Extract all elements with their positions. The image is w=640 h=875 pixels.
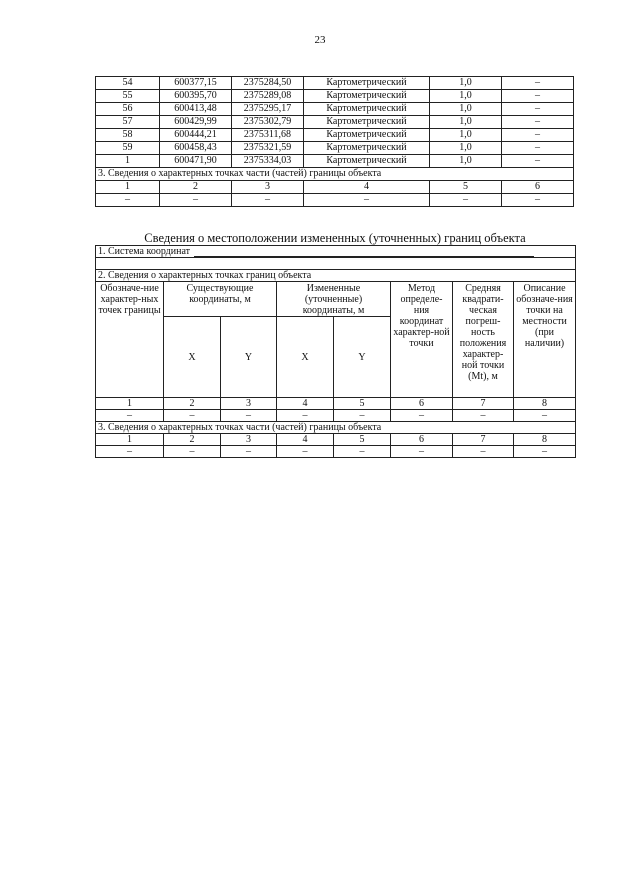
- column-number: 1: [96, 181, 160, 194]
- cell-y-coord: 2375321,59: [232, 142, 304, 155]
- column-number: 5: [334, 398, 391, 410]
- cell-y-coord: 2375284,50: [232, 77, 304, 90]
- empty-dash-row: [96, 446, 576, 458]
- table-row: [96, 129, 574, 142]
- cell-y-coord: 2375334,03: [232, 155, 304, 168]
- cell-y-coord: 2375302,79: [232, 116, 304, 129]
- coord-system-row: [96, 246, 576, 258]
- column-numbers-row: [96, 398, 576, 410]
- column-number: 5: [334, 434, 391, 446]
- cell-method: Картометрический: [304, 142, 430, 155]
- cell-method: Картометрический: [304, 77, 430, 90]
- column-number: 1: [96, 398, 164, 410]
- cell-accuracy: 1,0: [430, 129, 502, 142]
- cell-y-coord: 2375289,08: [232, 90, 304, 103]
- dash-cell: –: [160, 194, 232, 207]
- column-number: 3: [221, 398, 277, 410]
- header-accuracy: Средняя квадрати-ческая погреш-ность положения характер-ной точки (Mt), м: [453, 282, 514, 398]
- dash-cell: –: [96, 410, 164, 422]
- cell-description: –: [502, 129, 574, 142]
- section2-title: 2. Сведения о характерных точках границ объекта: [96, 270, 576, 282]
- empty-dash-row: [96, 194, 574, 207]
- points-table: [95, 76, 574, 207]
- cell-point-id: 55: [96, 90, 160, 103]
- cell-method: Картометрический: [304, 129, 430, 142]
- dash-cell: –: [221, 446, 277, 458]
- table-row: [96, 155, 574, 168]
- dash-cell: –: [304, 194, 430, 207]
- cell-point-id: 58: [96, 129, 160, 142]
- dash-cell: –: [514, 410, 576, 422]
- section-title: Сведения о местоположении измененных (уточненных) границ объекта: [144, 231, 526, 245]
- changed-borders-table: [95, 245, 576, 458]
- cell-accuracy: 1,0: [430, 116, 502, 129]
- dash-cell: –: [514, 446, 576, 458]
- dash-cell: –: [391, 446, 453, 458]
- column-numbers-row: [96, 181, 574, 194]
- section3-title-row: [96, 168, 574, 181]
- table-row: [96, 103, 574, 116]
- cell-point-id: 56: [96, 103, 160, 116]
- header-x-changed: X: [277, 317, 334, 398]
- dash-cell: –: [430, 194, 502, 207]
- column-number: 7: [453, 434, 514, 446]
- table-row: [96, 142, 574, 155]
- header-y-changed: Y: [334, 317, 391, 398]
- cell-description: –: [502, 116, 574, 129]
- cell-x-coord: 600458,43: [160, 142, 232, 155]
- cell-accuracy: 1,0: [430, 103, 502, 116]
- cell-accuracy: 1,0: [430, 155, 502, 168]
- cell-description: –: [502, 103, 574, 116]
- section3-title-row: [96, 422, 576, 434]
- dash-cell: –: [164, 446, 221, 458]
- column-number: 2: [164, 434, 221, 446]
- dash-cell: –: [391, 410, 453, 422]
- section3-title: 3. Сведения о характерных точках части (частей) границы объекта: [96, 422, 576, 434]
- cell-accuracy: 1,0: [430, 142, 502, 155]
- cell-accuracy: 1,0: [430, 90, 502, 103]
- dash-cell: –: [453, 446, 514, 458]
- cell-point-id: 1: [96, 155, 160, 168]
- column-number: 4: [277, 434, 334, 446]
- page-number: 23: [314, 34, 326, 46]
- cell-x-coord: 600413,48: [160, 103, 232, 116]
- cell-description: –: [502, 155, 574, 168]
- header-description: Описание обозначе-ния точки на местности (при наличии): [514, 282, 576, 398]
- dash-cell: –: [164, 410, 221, 422]
- column-number: 6: [502, 181, 574, 194]
- cell-method: Картометрический: [304, 90, 430, 103]
- cell-point-id: 54: [96, 77, 160, 90]
- coord-system-blank: [194, 247, 534, 257]
- column-number: 2: [160, 181, 232, 194]
- header-point-id: Обозначе-ние характер-ных точек границы: [96, 282, 164, 398]
- column-number: 6: [391, 398, 453, 410]
- header-changed-coords: Измененные (уточненные) координаты, м: [277, 282, 391, 317]
- section3-title: 3. Сведения о характерных точках части (частей) границы объекта: [96, 168, 574, 181]
- dash-cell: –: [277, 446, 334, 458]
- dash-cell: –: [334, 446, 391, 458]
- column-number: 1: [96, 434, 164, 446]
- header-method: Метод определе-ния координат характер-ной точки: [391, 282, 453, 398]
- column-number: 4: [277, 398, 334, 410]
- coord-system-label: 1. Система координат: [98, 245, 191, 257]
- column-number: 8: [514, 434, 576, 446]
- dash-cell: –: [453, 410, 514, 422]
- cell-x-coord: 600429,99: [160, 116, 232, 129]
- empty-row: [96, 258, 576, 270]
- dash-cell: –: [96, 446, 164, 458]
- dash-cell: –: [96, 194, 160, 207]
- cell-y-coord: 2375311,68: [232, 129, 304, 142]
- table-row: [96, 77, 574, 90]
- column-number: 2: [164, 398, 221, 410]
- header-x-existing: X: [164, 317, 221, 398]
- cell-x-coord: 600377,15: [160, 77, 232, 90]
- column-number: 3: [232, 181, 304, 194]
- header-y-existing: Y: [221, 317, 277, 398]
- dash-cell: –: [277, 410, 334, 422]
- cell-x-coord: 600444,21: [160, 129, 232, 142]
- cell-description: –: [502, 142, 574, 155]
- column-numbers-row: [96, 434, 576, 446]
- dash-cell: –: [502, 194, 574, 207]
- table-row: [96, 90, 574, 103]
- cell-method: Картометрический: [304, 155, 430, 168]
- cell-point-id: 57: [96, 116, 160, 129]
- table-row: [96, 116, 574, 129]
- dash-cell: –: [334, 410, 391, 422]
- column-number: 7: [453, 398, 514, 410]
- column-number: 8: [514, 398, 576, 410]
- column-number: 6: [391, 434, 453, 446]
- header-existing-coords: Существующие координаты, м: [164, 282, 277, 317]
- cell-method: Картометрический: [304, 103, 430, 116]
- column-number: 3: [221, 434, 277, 446]
- cell-x-coord: 600471,90: [160, 155, 232, 168]
- dash-cell: –: [232, 194, 304, 207]
- dash-cell: –: [221, 410, 277, 422]
- column-number: 4: [304, 181, 430, 194]
- cell-description: –: [502, 90, 574, 103]
- empty-dash-row: [96, 410, 576, 422]
- cell-accuracy: 1,0: [430, 77, 502, 90]
- cell-x-coord: 600395,70: [160, 90, 232, 103]
- cell-method: Картометрический: [304, 116, 430, 129]
- cell-description: –: [502, 77, 574, 90]
- cell-y-coord: 2375295,17: [232, 103, 304, 116]
- cell-point-id: 59: [96, 142, 160, 155]
- column-number: 5: [430, 181, 502, 194]
